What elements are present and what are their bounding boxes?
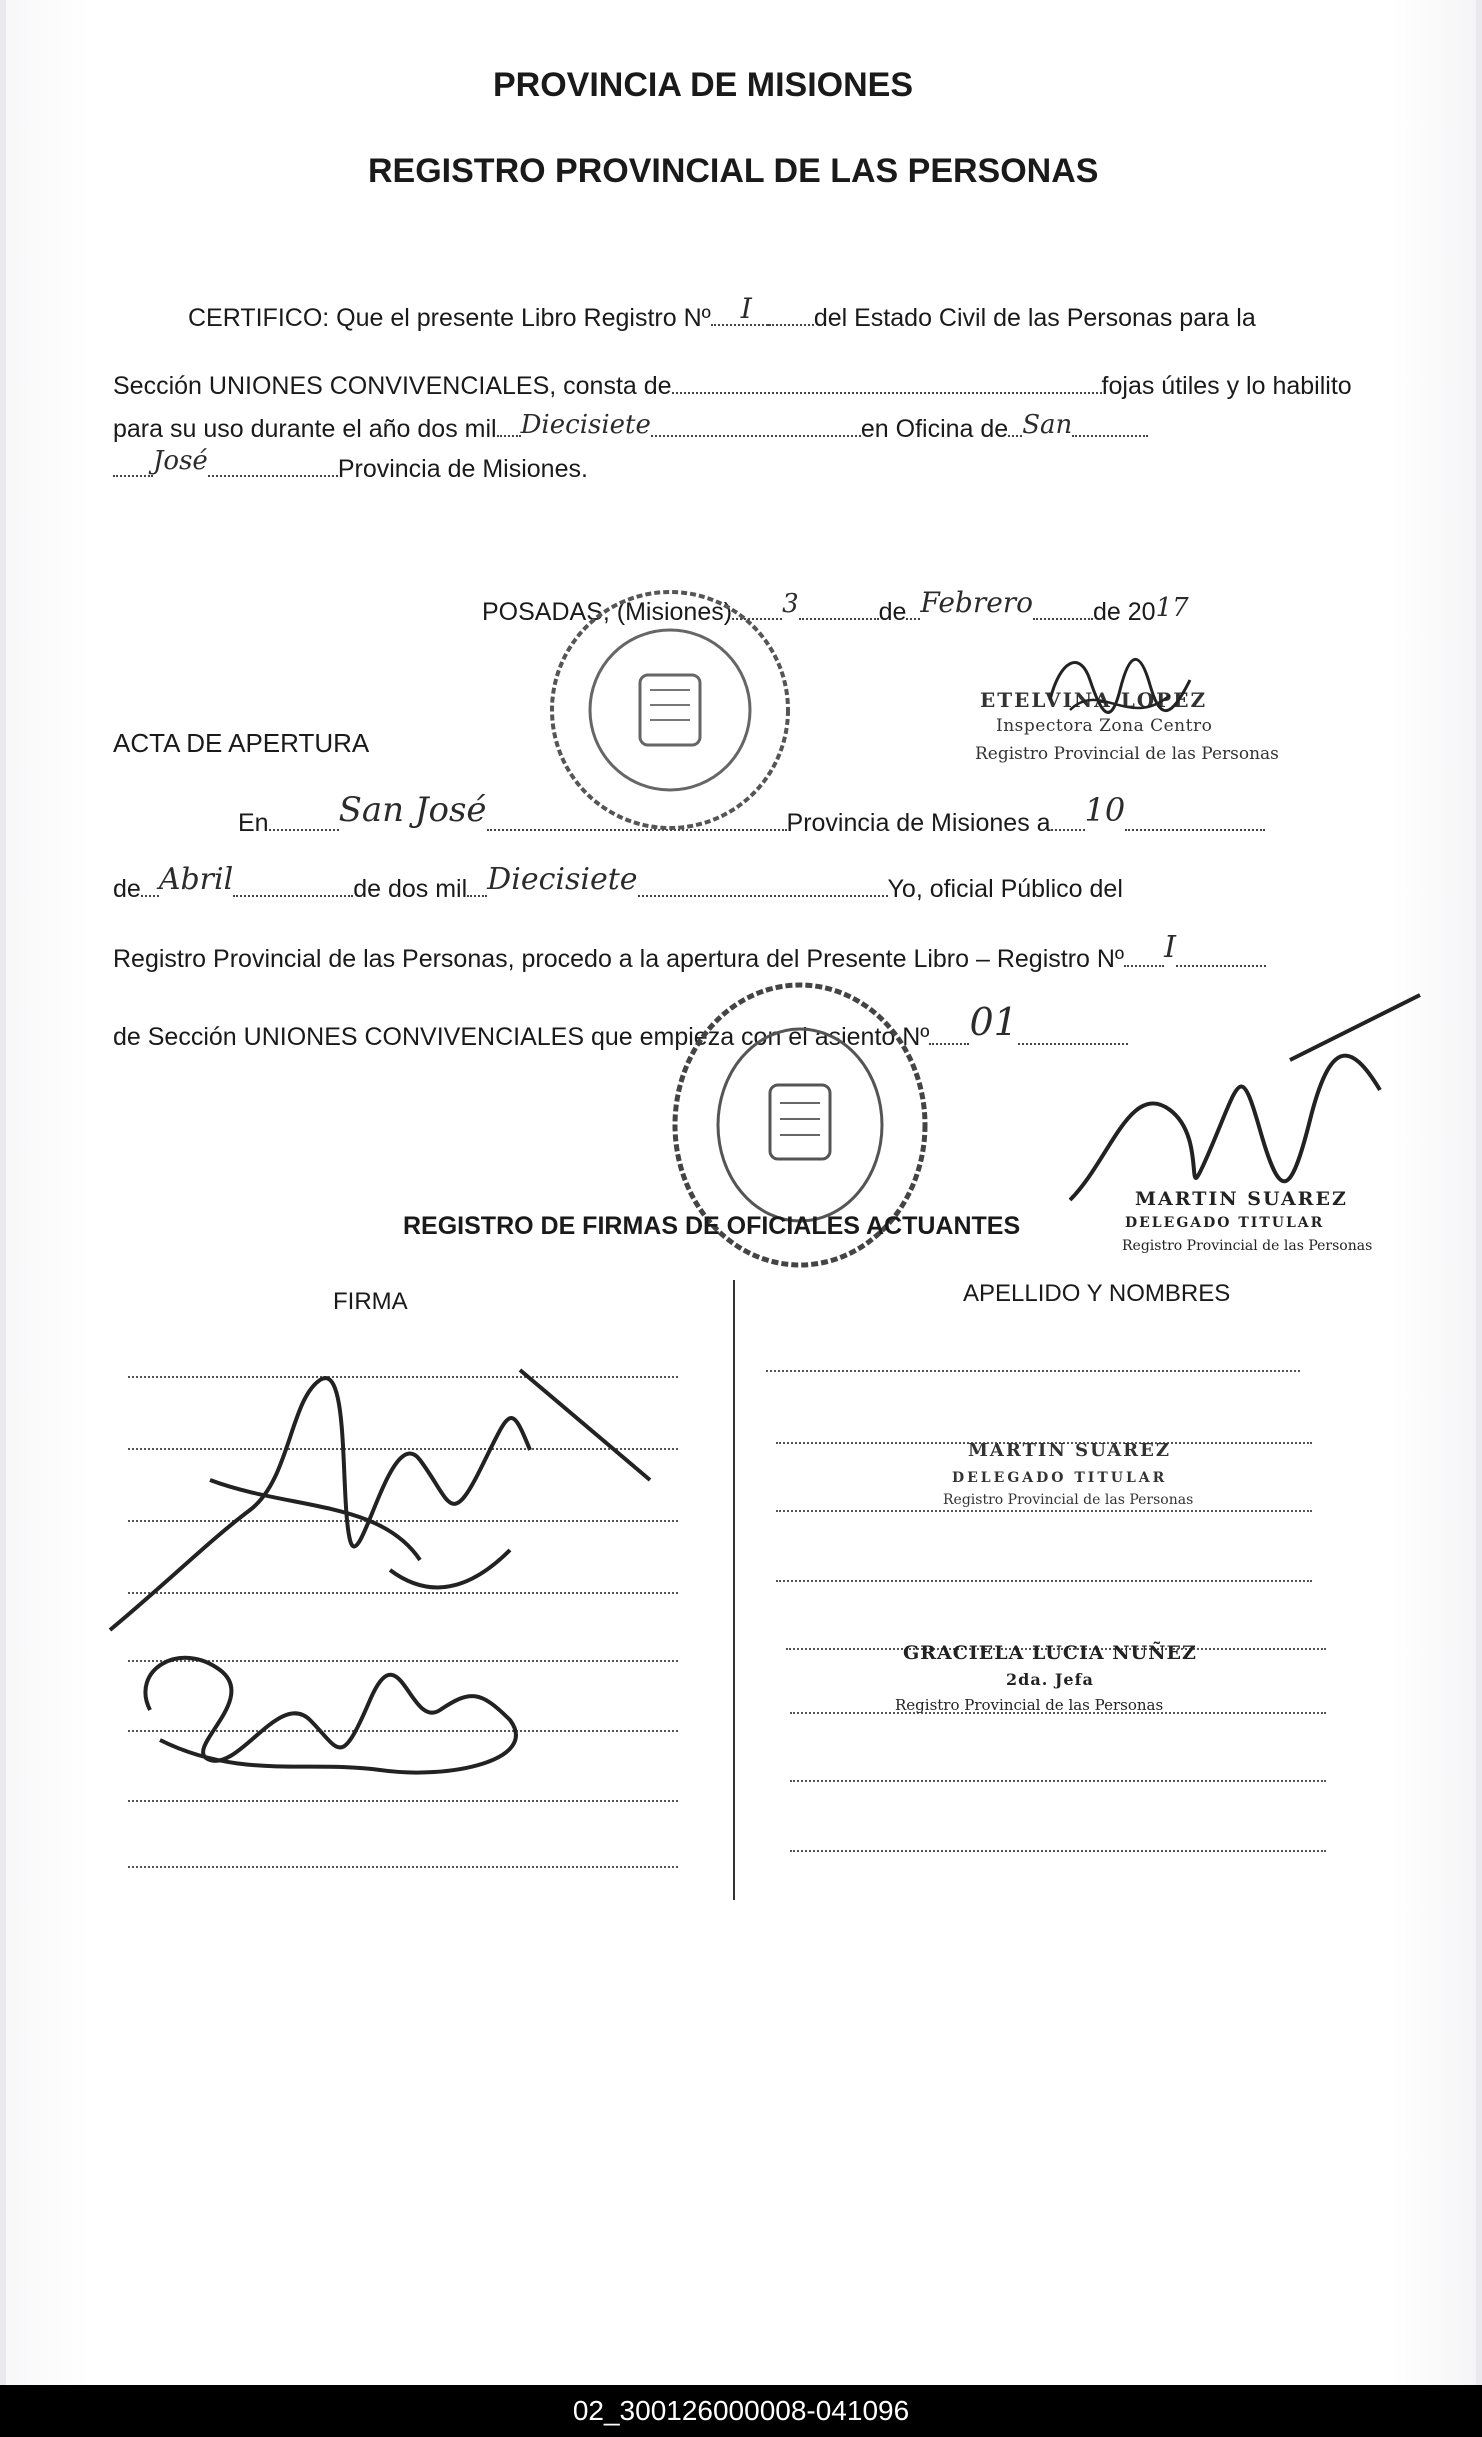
nombre-line bbox=[790, 1850, 1326, 1852]
dotted-fill bbox=[929, 1039, 969, 1045]
dotted-fill bbox=[1124, 961, 1164, 967]
delegado-stamp-role: DELEGADO TITULAR bbox=[1125, 1215, 1325, 1231]
registry-heading: REGISTRO PROVINCIAL DE LAS PERSONAS bbox=[368, 152, 1099, 190]
acta-line-1 bbox=[238, 790, 1265, 840]
dotted-fill bbox=[208, 471, 338, 477]
province-heading: PROVINCIA DE MISIONES bbox=[493, 66, 914, 104]
day-handwritten: 3 bbox=[782, 589, 799, 619]
dotted-fill bbox=[1125, 825, 1265, 831]
acta-asiento-handwritten: 01 bbox=[969, 1000, 1018, 1044]
certificate-line-2 bbox=[113, 372, 1352, 401]
page-edge-right bbox=[1476, 0, 1482, 2385]
entry2-role: 2da. Jefa bbox=[1006, 1670, 1094, 1689]
dotted-fill bbox=[141, 891, 159, 897]
firmas-title: REGISTRO DE FIRMAS DE OFICIALES ACTUANTES bbox=[403, 1212, 1021, 1240]
date-place: POSADAS, (Misiones) bbox=[482, 598, 733, 626]
certificate-text: Provincia de Misiones. bbox=[337, 455, 588, 483]
signature-martin-suarez bbox=[90, 1360, 690, 1620]
acta-line-2 bbox=[113, 862, 1123, 905]
dotted-fill bbox=[233, 891, 353, 897]
dotted-fill bbox=[651, 431, 861, 437]
book-number-handwritten: I bbox=[740, 292, 752, 325]
date-text: de 20 bbox=[1093, 598, 1156, 626]
certificate-text: fojas útiles y lo habilito bbox=[1101, 372, 1352, 400]
dotted-fill bbox=[497, 431, 521, 437]
acta-title: ACTA DE APERTURA bbox=[113, 728, 370, 758]
office-handwritten-2: José bbox=[153, 446, 208, 476]
dotted-fill bbox=[799, 614, 879, 620]
acta-line-4 bbox=[113, 1000, 1128, 1054]
acta-text: de Sección UNIONES CONVIVENCIALES que empieza con el asiento Nº bbox=[113, 1023, 930, 1051]
column-divider bbox=[733, 1280, 735, 1900]
scan-id-footer bbox=[0, 2385, 1482, 2437]
entry1-name: MARTIN SUAREZ bbox=[968, 1440, 1171, 1461]
dotted-fill bbox=[768, 320, 814, 326]
year-suffix-handwritten: 17 bbox=[1155, 593, 1189, 623]
nombre-line bbox=[766, 1370, 1300, 1372]
certificate-line-1 bbox=[188, 292, 1256, 333]
dotted-fill bbox=[1072, 431, 1148, 437]
acta-text: de dos mil bbox=[353, 875, 468, 903]
acta-month-handwritten: Abril bbox=[158, 862, 234, 897]
certificate-line-3 bbox=[113, 410, 1148, 444]
certificate-text: CERTIFICO: Que el presente Libro Registro Nº bbox=[188, 304, 711, 332]
month-handwritten: Febrero bbox=[920, 586, 1034, 619]
acta-text: Provincia de Misiones a bbox=[786, 809, 1051, 837]
acta-place-handwritten: San José bbox=[338, 790, 487, 830]
acta-book-handwritten: I bbox=[1164, 930, 1176, 965]
acta-text: de bbox=[113, 875, 141, 903]
entry1-org: Registro Provincial de las Personas bbox=[943, 1492, 1194, 1508]
nombre-line bbox=[776, 1510, 1312, 1512]
certificate-text: del Estado Civil de las Personas para la bbox=[813, 304, 1256, 332]
scan-id-text: 02_300126000008-041096 bbox=[572, 2395, 910, 2426]
inspector-signature bbox=[1040, 640, 1200, 750]
year-handwritten: Diecisiete bbox=[520, 410, 651, 440]
certificate-text: Sección UNIONES CONVIVENCIALES, consta de bbox=[113, 372, 672, 400]
column-header-firma: FIRMA bbox=[333, 1288, 408, 1315]
entry1-role: DELEGADO TITULAR bbox=[952, 1470, 1168, 1486]
inspector-stamp-role: Inspectora Zona Centro bbox=[996, 716, 1213, 736]
dotted-fill bbox=[1008, 431, 1022, 437]
column-header-nombres: APELLIDO Y NOMBRES bbox=[963, 1280, 1231, 1307]
dotted-fill bbox=[1033, 614, 1093, 620]
dotted-fill bbox=[487, 825, 787, 831]
acta-year-handwritten: Diecisiete bbox=[487, 862, 638, 897]
acta-line-3 bbox=[113, 930, 1266, 975]
dotted-fill bbox=[1176, 961, 1266, 967]
certificate-text: para su uso durante el año dos mil bbox=[113, 415, 497, 443]
firma-line bbox=[128, 1800, 678, 1802]
acta-text: Registro Provincial de las Personas, procedo a la apertura del Presente Libro – Registro Nº bbox=[113, 945, 1125, 973]
office-handwritten-1: San bbox=[1022, 410, 1073, 440]
delegado-stamp-name: MARTIN SUAREZ bbox=[1135, 1188, 1348, 1210]
signature-graciela-nunez bbox=[120, 1610, 580, 1790]
entry2-org: Registro Provincial de las Personas bbox=[895, 1696, 1164, 1714]
dotted-fill bbox=[113, 471, 153, 477]
nombre-line bbox=[790, 1780, 1326, 1782]
dotted-fill bbox=[1051, 825, 1085, 831]
entry2-name: GRACIELA LUCIA NUÑEZ bbox=[903, 1642, 1197, 1664]
acta-text: Yo, oficial Público del bbox=[887, 875, 1123, 903]
page-edge-left bbox=[0, 0, 6, 2385]
delegado-stamp-org: Registro Provincial de las Personas bbox=[1122, 1238, 1373, 1254]
acta-day-handwritten: 10 bbox=[1084, 791, 1126, 829]
dotted-fill bbox=[672, 388, 1102, 394]
inspector-stamp-org: Registro Provincial de las Personas bbox=[975, 744, 1279, 764]
dotted-fill bbox=[906, 614, 920, 620]
date-text: de bbox=[878, 598, 907, 626]
dotted-fill bbox=[467, 891, 487, 897]
certificate-line-4 bbox=[113, 446, 588, 484]
dotted-fill bbox=[638, 891, 888, 897]
acta-text: En bbox=[238, 809, 269, 837]
inspector-stamp-name: ETELVINA LOPEZ bbox=[980, 688, 1208, 712]
certificate-text: en Oficina de bbox=[860, 415, 1009, 443]
firma-line bbox=[128, 1866, 678, 1868]
dotted-fill bbox=[269, 825, 339, 831]
nombre-line bbox=[776, 1580, 1312, 1582]
